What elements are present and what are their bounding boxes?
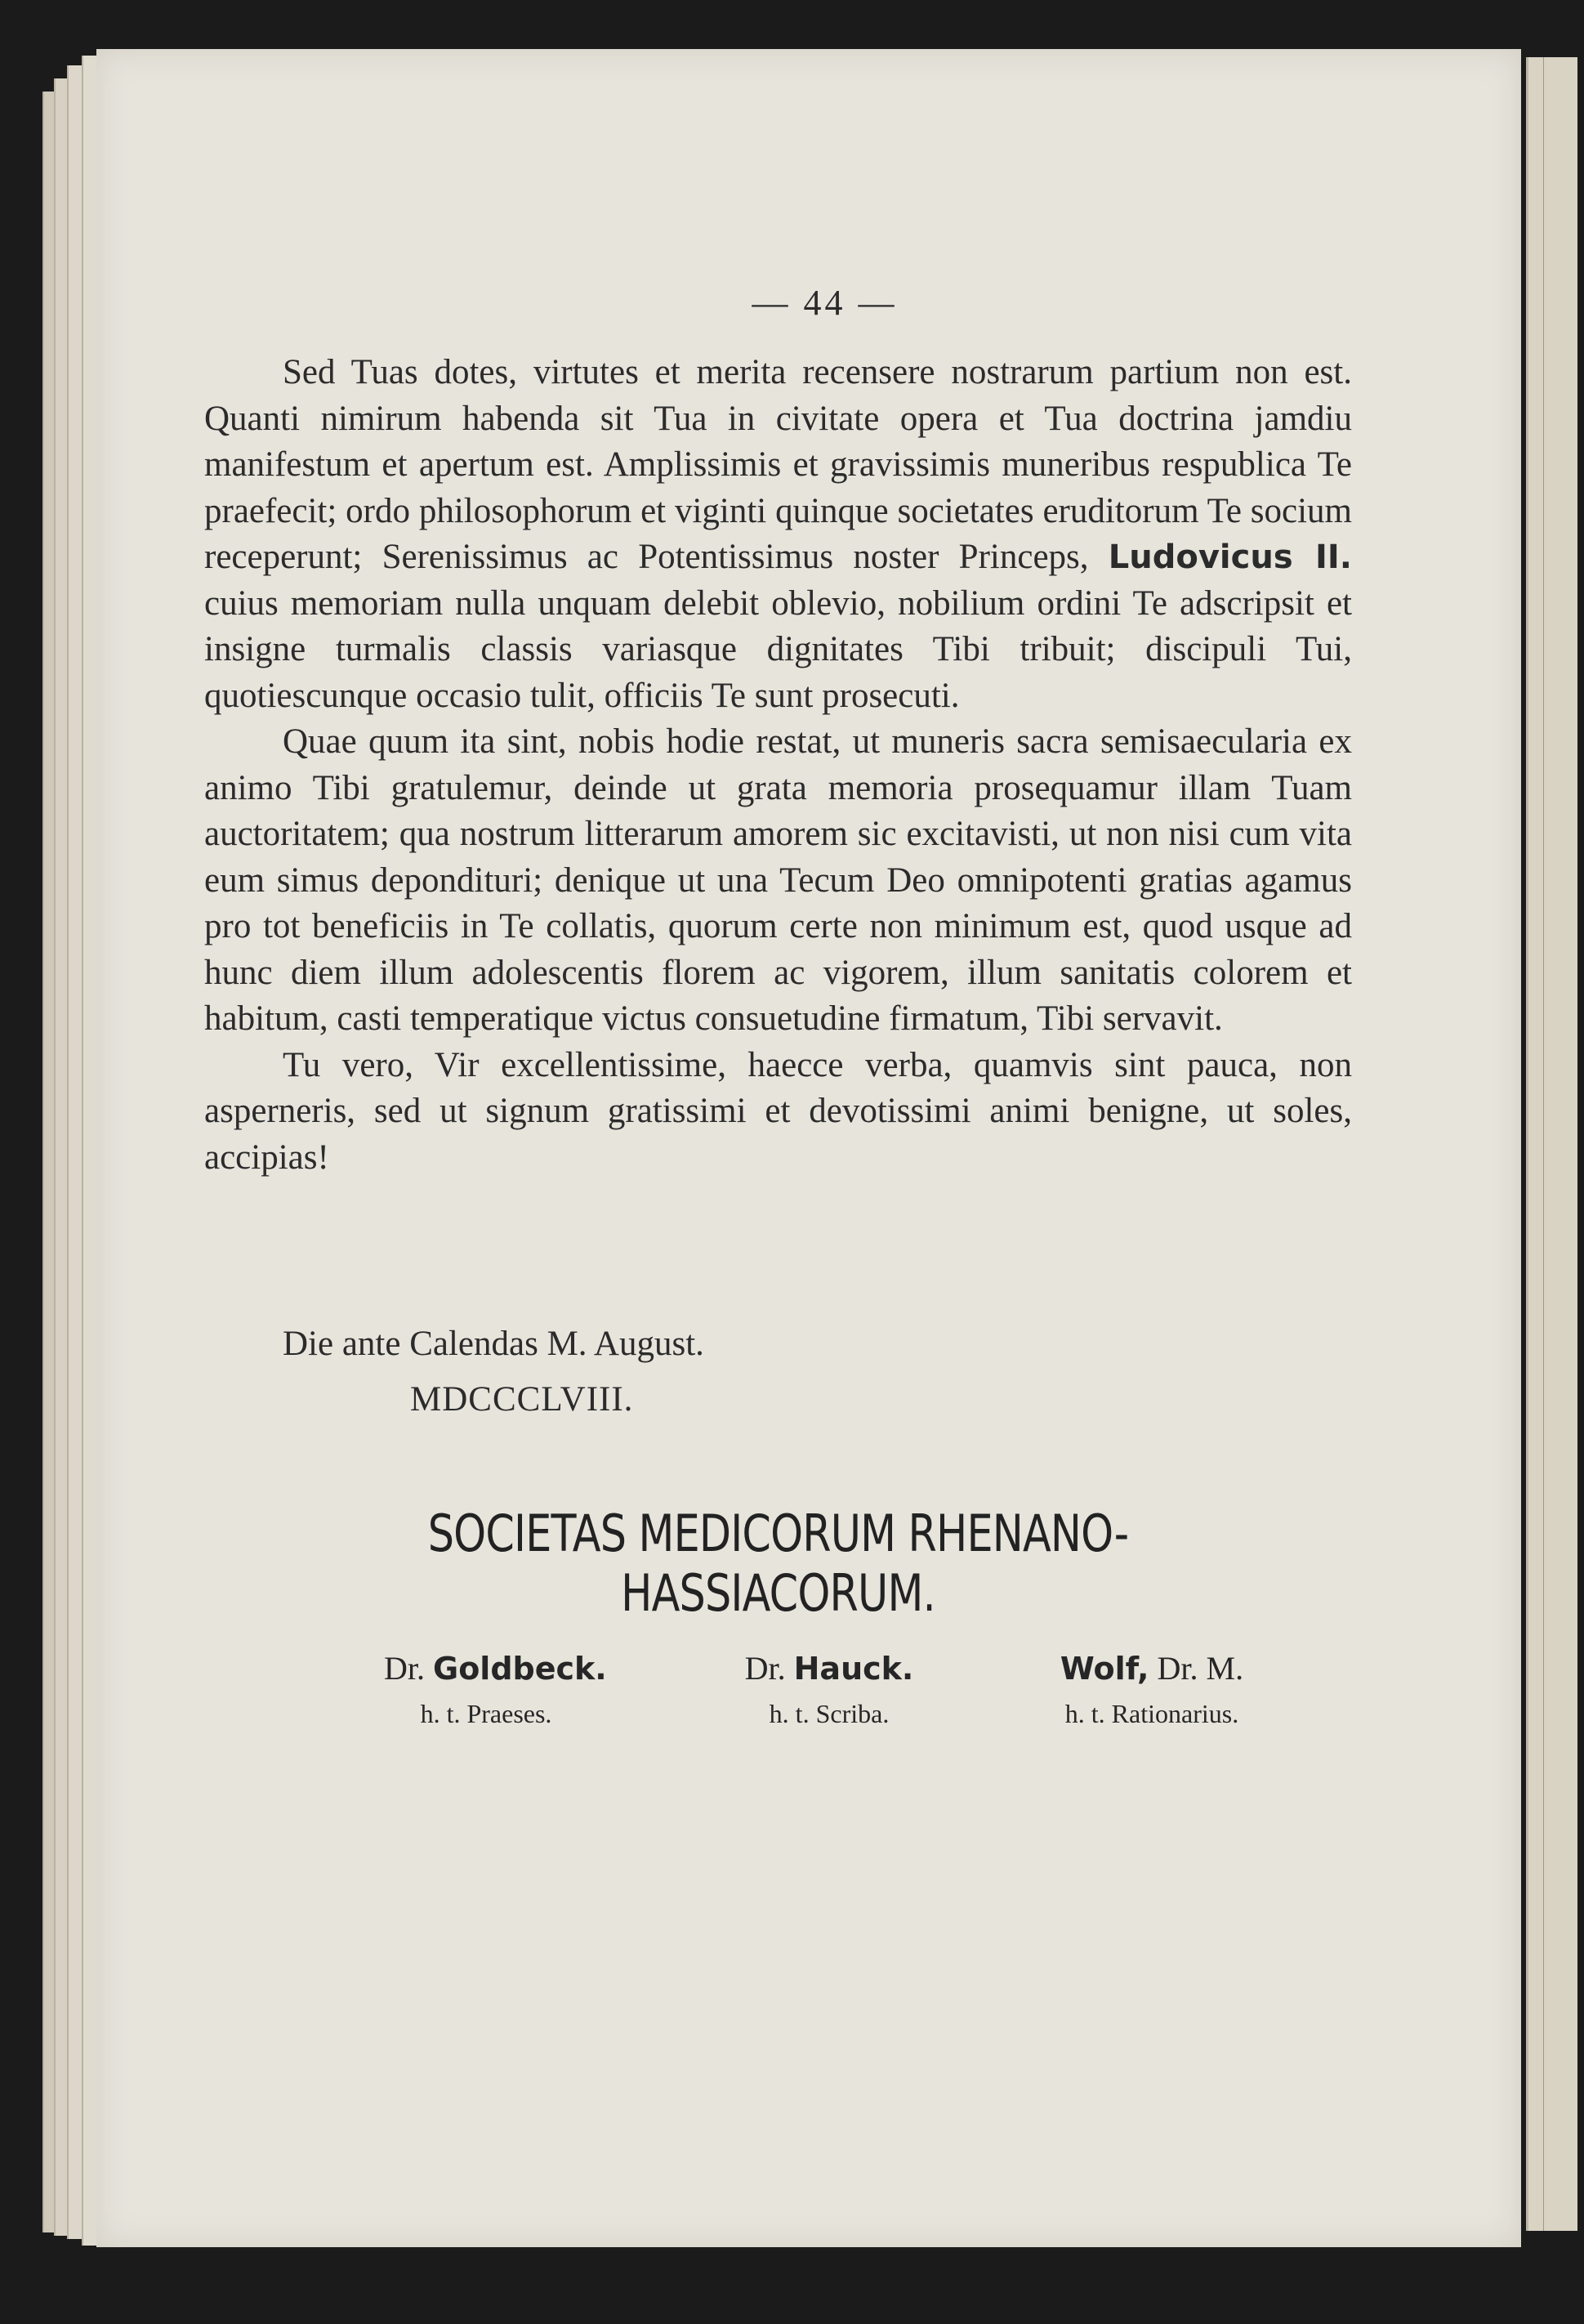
signature-surname: Goldbeck. [433,1651,607,1687]
signature-role: h. t. Rationarius. [1064,1699,1239,1728]
signature-role: h. t. Praeses. [420,1699,552,1728]
signature-prefix: Dr. [744,1650,786,1687]
signature-suffix: Dr. M. [1157,1650,1244,1687]
society-title: SOCIETAS MEDICORUM RHENANO-HASSIACORUM. [427,1504,1129,1623]
signature-name [719,1649,939,1687]
paragraph-2: Quae quum ita sint, nobis hodie restat, ut muneris sacra semisaecularia ex animo Tibi gratulemur, deinde ut grata memoria prosequamur illam Tuam auctoritatem; qua nostrum litterarum amorem sic excitavisti, ut non nisi cum vita eum simus depondituri; denique ut una Tecum Deo omnipotenti gratias agamus pro tot beneficiis in Te collatis, quorum certe non minimum est, quod usque ad hunc diem illum adolescentis florem ac vigorem, illum sanitatis colorem et habitum, casti temperatique victus consuetudine firmatum, Tibi servavit. [204,722,1352,1038]
signature-praeses [384,1649,607,1729]
page-number: — 44 — [752,283,898,323]
paragraph-1 [204,350,1352,719]
prince-name: Ludovicus II. [1108,539,1352,576]
signature-name [384,1649,607,1687]
signature-scriba [719,1649,939,1729]
signature-role: h. t. Scriba. [769,1699,890,1728]
signature-rationarius [1029,1649,1274,1729]
signature-surname: Hauck. [793,1651,914,1687]
next-page-edge [1526,57,1577,2231]
year-line: MDCCCLVIII. [410,1380,634,1419]
signature-prefix: Dr. [384,1650,425,1687]
signature-name [1029,1649,1274,1687]
paragraph-1-end: cuius memoriam nulla unquam delebit oblevio, nobilium ordini Te adscripsit et insigne turmalis classis variasque dignitates Tibi tribuit; discipuli Tui, quotiescunque occasio tulit, officiis Te sunt prosecuti. [204,583,1352,715]
signature-surname: Wolf, [1060,1651,1149,1687]
body-text [204,350,1352,1181]
date-line: Die ante Calendas M. August. [283,1325,704,1363]
paragraph-1-start: Sed Tuas dotes, virtutes et merita recensere nostrarum partium non est. Quanti nimirum habenda sit Tua in civitate opera et Tua doctrina jamdiu manifestum et apertum est. Amplissimis et gravissimis muneribus respublica Te praefecit; ordo philosophorum et viginti quinque societates eruditorum Te socium receperunt; Serenissimus ac Potentissimus noster Princeps, [204,353,1352,576]
paragraph-3: Tu vero, Vir excellentissime, haecce verba, quamvis sint pauca, non asperneris, sed ut signum gratissimi et devotissimi animi benigne, ut soles, accipias! [204,1045,1352,1177]
